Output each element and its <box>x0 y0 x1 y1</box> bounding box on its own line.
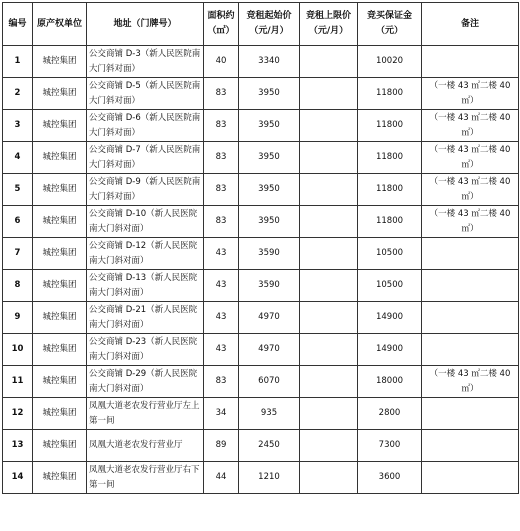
cell-address: 公交商铺 D-3（新人民医院南大门斜对面） <box>87 46 204 78</box>
table-row <box>3 110 519 142</box>
cell-area: 40 <box>204 46 239 78</box>
cell-deposit: 11800 <box>358 206 422 238</box>
cell-cap-price <box>300 398 358 430</box>
cell-note <box>422 270 519 302</box>
cell-note: （一楼 43 ㎡二楼 40 ㎡） <box>422 78 519 110</box>
cell-address: 凤凰大道老农发行营业厅右下第一间 <box>87 462 204 494</box>
cell-address: 公交商铺 D-7（新人民医院南大门斜对面） <box>87 142 204 174</box>
cell-cap-price <box>300 142 358 174</box>
cell-address: 公交商铺 D-6（新人民医院南大门斜对面） <box>87 110 204 142</box>
cell-no: 2 <box>3 78 33 110</box>
cell-note: （一楼 43 ㎡二楼 40 ㎡） <box>422 206 519 238</box>
cell-cap-price <box>300 302 358 334</box>
header-start-price: 竞租起始价（元/月） <box>239 3 300 46</box>
cell-start-price: 6070 <box>239 366 300 398</box>
table-row <box>3 78 519 110</box>
cell-address: 公交商铺 D-5（新人民医院南大门斜对面） <box>87 78 204 110</box>
cell-note <box>422 334 519 366</box>
cell-deposit: 10500 <box>358 270 422 302</box>
cell-deposit: 3600 <box>358 462 422 494</box>
cell-owner: 城控集团 <box>33 270 87 302</box>
cell-address: 公交商铺 D-21（新人民医院南大门斜对面） <box>87 302 204 334</box>
property-lease-table <box>2 2 519 494</box>
table-row <box>3 46 519 78</box>
cell-no: 12 <box>3 398 33 430</box>
cell-no: 7 <box>3 238 33 270</box>
cell-no: 10 <box>3 334 33 366</box>
cell-area: 83 <box>204 174 239 206</box>
cell-address: 公交商铺 D-9（新人民医院南大门斜对面） <box>87 174 204 206</box>
cell-owner: 城控集团 <box>33 174 87 206</box>
table-row <box>3 206 519 238</box>
table-row <box>3 334 519 366</box>
cell-area: 83 <box>204 78 239 110</box>
cell-address: 公交商铺 D-13（新人民医院南大门斜对面） <box>87 270 204 302</box>
cell-start-price: 1210 <box>239 462 300 494</box>
table-row <box>3 302 519 334</box>
cell-address: 公交商铺 D-23（新人民医院南大门斜对面） <box>87 334 204 366</box>
cell-deposit: 10020 <box>358 46 422 78</box>
cell-address: 凤凰大道老农发行营业厅 <box>87 430 204 462</box>
table-row <box>3 238 519 270</box>
cell-no: 13 <box>3 430 33 462</box>
cell-owner: 城控集团 <box>33 238 87 270</box>
cell-cap-price <box>300 78 358 110</box>
cell-area: 43 <box>204 270 239 302</box>
cell-cap-price <box>300 206 358 238</box>
table-row <box>3 398 519 430</box>
cell-note: （一楼 43 ㎡二楼 40 ㎡） <box>422 174 519 206</box>
cell-owner: 城控集团 <box>33 78 87 110</box>
cell-deposit: 11800 <box>358 142 422 174</box>
cell-note <box>422 430 519 462</box>
cell-start-price: 3950 <box>239 142 300 174</box>
cell-area: 43 <box>204 302 239 334</box>
cell-note <box>422 238 519 270</box>
cell-area: 89 <box>204 430 239 462</box>
cell-no: 8 <box>3 270 33 302</box>
cell-owner: 城控集团 <box>33 206 87 238</box>
cell-no: 1 <box>3 46 33 78</box>
cell-cap-price <box>300 110 358 142</box>
cell-address: 公交商铺 D-29（新人民医院南大门斜对面） <box>87 366 204 398</box>
table-row <box>3 430 519 462</box>
cell-no: 14 <box>3 462 33 494</box>
cell-owner: 城控集团 <box>33 334 87 366</box>
cell-address: 公交商铺 D-12（新人民医院南大门斜对面） <box>87 238 204 270</box>
cell-area: 44 <box>204 462 239 494</box>
cell-cap-price <box>300 462 358 494</box>
header-owner: 原产权单位 <box>33 3 87 46</box>
cell-start-price: 3950 <box>239 78 300 110</box>
cell-deposit: 11800 <box>358 174 422 206</box>
header-deposit: 竞买保证金（元） <box>358 3 422 46</box>
table-row <box>3 142 519 174</box>
cell-start-price: 3950 <box>239 206 300 238</box>
cell-cap-price <box>300 334 358 366</box>
cell-no: 11 <box>3 366 33 398</box>
cell-note <box>422 46 519 78</box>
cell-deposit: 18000 <box>358 366 422 398</box>
cell-cap-price <box>300 238 358 270</box>
header-note: 备注 <box>422 3 519 46</box>
cell-start-price: 4970 <box>239 334 300 366</box>
cell-no: 3 <box>3 110 33 142</box>
cell-deposit: 11800 <box>358 78 422 110</box>
cell-no: 5 <box>3 174 33 206</box>
cell-owner: 城控集团 <box>33 302 87 334</box>
cell-address: 公交商铺 D-10（新人民医院南大门斜对面） <box>87 206 204 238</box>
cell-cap-price <box>300 46 358 78</box>
cell-area: 83 <box>204 110 239 142</box>
header-cap-price: 竞租上限价（元/月） <box>300 3 358 46</box>
table-row <box>3 366 519 398</box>
header-no: 编号 <box>3 3 33 46</box>
cell-area: 83 <box>204 142 239 174</box>
cell-start-price: 935 <box>239 398 300 430</box>
cell-deposit: 7300 <box>358 430 422 462</box>
cell-address: 凤凰大道老农发行营业厅左上第一间 <box>87 398 204 430</box>
cell-no: 4 <box>3 142 33 174</box>
table-row <box>3 462 519 494</box>
cell-deposit: 14900 <box>358 334 422 366</box>
cell-owner: 城控集团 <box>33 398 87 430</box>
cell-no: 6 <box>3 206 33 238</box>
cell-owner: 城控集团 <box>33 462 87 494</box>
header-address: 地址（门牌号） <box>87 3 204 46</box>
cell-note <box>422 462 519 494</box>
cell-cap-price <box>300 270 358 302</box>
header-area: 面积约（㎡） <box>204 3 239 46</box>
cell-area: 43 <box>204 238 239 270</box>
cell-cap-price <box>300 430 358 462</box>
header-row <box>3 3 519 46</box>
cell-cap-price <box>300 174 358 206</box>
table-row <box>3 270 519 302</box>
table-row <box>3 174 519 206</box>
cell-no: 9 <box>3 302 33 334</box>
cell-start-price: 3590 <box>239 238 300 270</box>
cell-deposit: 11800 <box>358 110 422 142</box>
cell-start-price: 3590 <box>239 270 300 302</box>
cell-start-price: 3950 <box>239 174 300 206</box>
cell-owner: 城控集团 <box>33 366 87 398</box>
table-body <box>3 46 519 494</box>
cell-area: 83 <box>204 206 239 238</box>
cell-start-price: 4970 <box>239 302 300 334</box>
cell-start-price: 3950 <box>239 110 300 142</box>
cell-note <box>422 302 519 334</box>
cell-area: 83 <box>204 366 239 398</box>
cell-owner: 城控集团 <box>33 430 87 462</box>
cell-cap-price <box>300 366 358 398</box>
cell-start-price: 2450 <box>239 430 300 462</box>
cell-note: （一楼 43 ㎡二楼 40 ㎡） <box>422 142 519 174</box>
cell-note: （一楼 43 ㎡二楼 40 ㎡） <box>422 366 519 398</box>
cell-deposit: 10500 <box>358 238 422 270</box>
cell-area: 34 <box>204 398 239 430</box>
cell-note <box>422 398 519 430</box>
cell-owner: 城控集团 <box>33 46 87 78</box>
cell-start-price: 3340 <box>239 46 300 78</box>
cell-owner: 城控集团 <box>33 142 87 174</box>
cell-owner: 城控集团 <box>33 110 87 142</box>
cell-deposit: 2800 <box>358 398 422 430</box>
cell-deposit: 14900 <box>358 302 422 334</box>
cell-area: 43 <box>204 334 239 366</box>
cell-note: （一楼 43 ㎡二楼 40 ㎡） <box>422 110 519 142</box>
